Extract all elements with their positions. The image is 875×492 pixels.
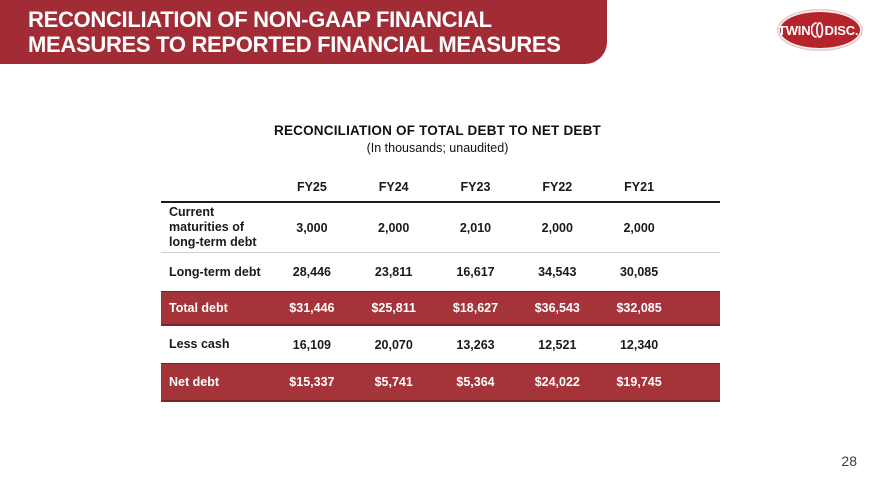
table-cell: 2,000 (623, 220, 655, 235)
header-banner (0, 0, 607, 64)
table-row-total-debt (161, 291, 720, 326)
column-header-fy22: FY22 (542, 180, 573, 194)
table-cell: $18,627 (452, 301, 499, 315)
table-row-long-term-debt (161, 253, 720, 291)
table-row-less-cash (161, 326, 720, 363)
table-cell: $5,741 (374, 375, 413, 389)
table-title: RECONCILIATION OF TOTAL DEBT TO NET DEBT (274, 123, 601, 138)
table-cell: $24,022 (534, 375, 580, 389)
row-label: Current maturities of long-term debt (169, 205, 257, 249)
table-cell: 20,070 (374, 337, 413, 352)
table-cell: 12,521 (538, 337, 577, 352)
logo-text-disc: DISC. (824, 22, 859, 38)
table-cell: $15,337 (289, 375, 335, 389)
table-cell: $36,543 (534, 301, 580, 315)
registered-mark: ® (858, 22, 862, 28)
table-header-row (161, 170, 720, 203)
table-cell: 23,811 (374, 265, 413, 279)
table-cell: 28,446 (292, 265, 332, 279)
table-cell: 3,000 (296, 220, 328, 235)
twin-disc-logo (778, 10, 862, 50)
table-row-net-debt (161, 363, 720, 402)
table-cell: 16,617 (456, 265, 495, 279)
table-cell: 16,109 (292, 337, 332, 352)
table-cell: $5,364 (456, 375, 495, 389)
slide-title-line2: MEASURES TO REPORTED FINANCIAL MEASURES (28, 32, 561, 57)
row-label: Long-term debt (169, 264, 261, 279)
table-cell: $32,085 (616, 301, 662, 315)
disc-icon (811, 21, 823, 39)
slide-title (0, 0, 607, 57)
row-label: Less cash (169, 337, 230, 352)
table-subtitle: (In thousands; unaudited) (366, 141, 509, 155)
table-cell: 34,543 (538, 265, 577, 279)
table-row-current-maturities (161, 203, 720, 253)
table-cell: 2,000 (541, 220, 573, 235)
slide-title-line1: RECONCILIATION OF NON-GAAP FINANCIAL (28, 7, 492, 32)
page-number: 28 (841, 453, 857, 469)
reconciliation-table (161, 170, 720, 402)
column-header-fy23: FY23 (460, 180, 491, 194)
table-cell: 12,340 (619, 337, 659, 352)
table-cell: 30,085 (619, 265, 659, 279)
table-cell: 2,010 (459, 220, 492, 235)
table-cell: $19,745 (616, 375, 662, 389)
table-cell: $31,446 (289, 301, 335, 315)
column-header-fy21: FY21 (624, 180, 655, 194)
row-label: Net debt (169, 374, 219, 389)
column-header-fy24: FY24 (378, 180, 409, 194)
table-cell: 13,263 (456, 337, 495, 352)
logo-text-twin: TWIN (778, 22, 811, 38)
row-label: Total debt (169, 300, 228, 315)
column-header-fy25: FY25 (296, 180, 327, 194)
table-cell: 2,000 (378, 220, 410, 235)
table-cell: $25,811 (371, 301, 416, 315)
